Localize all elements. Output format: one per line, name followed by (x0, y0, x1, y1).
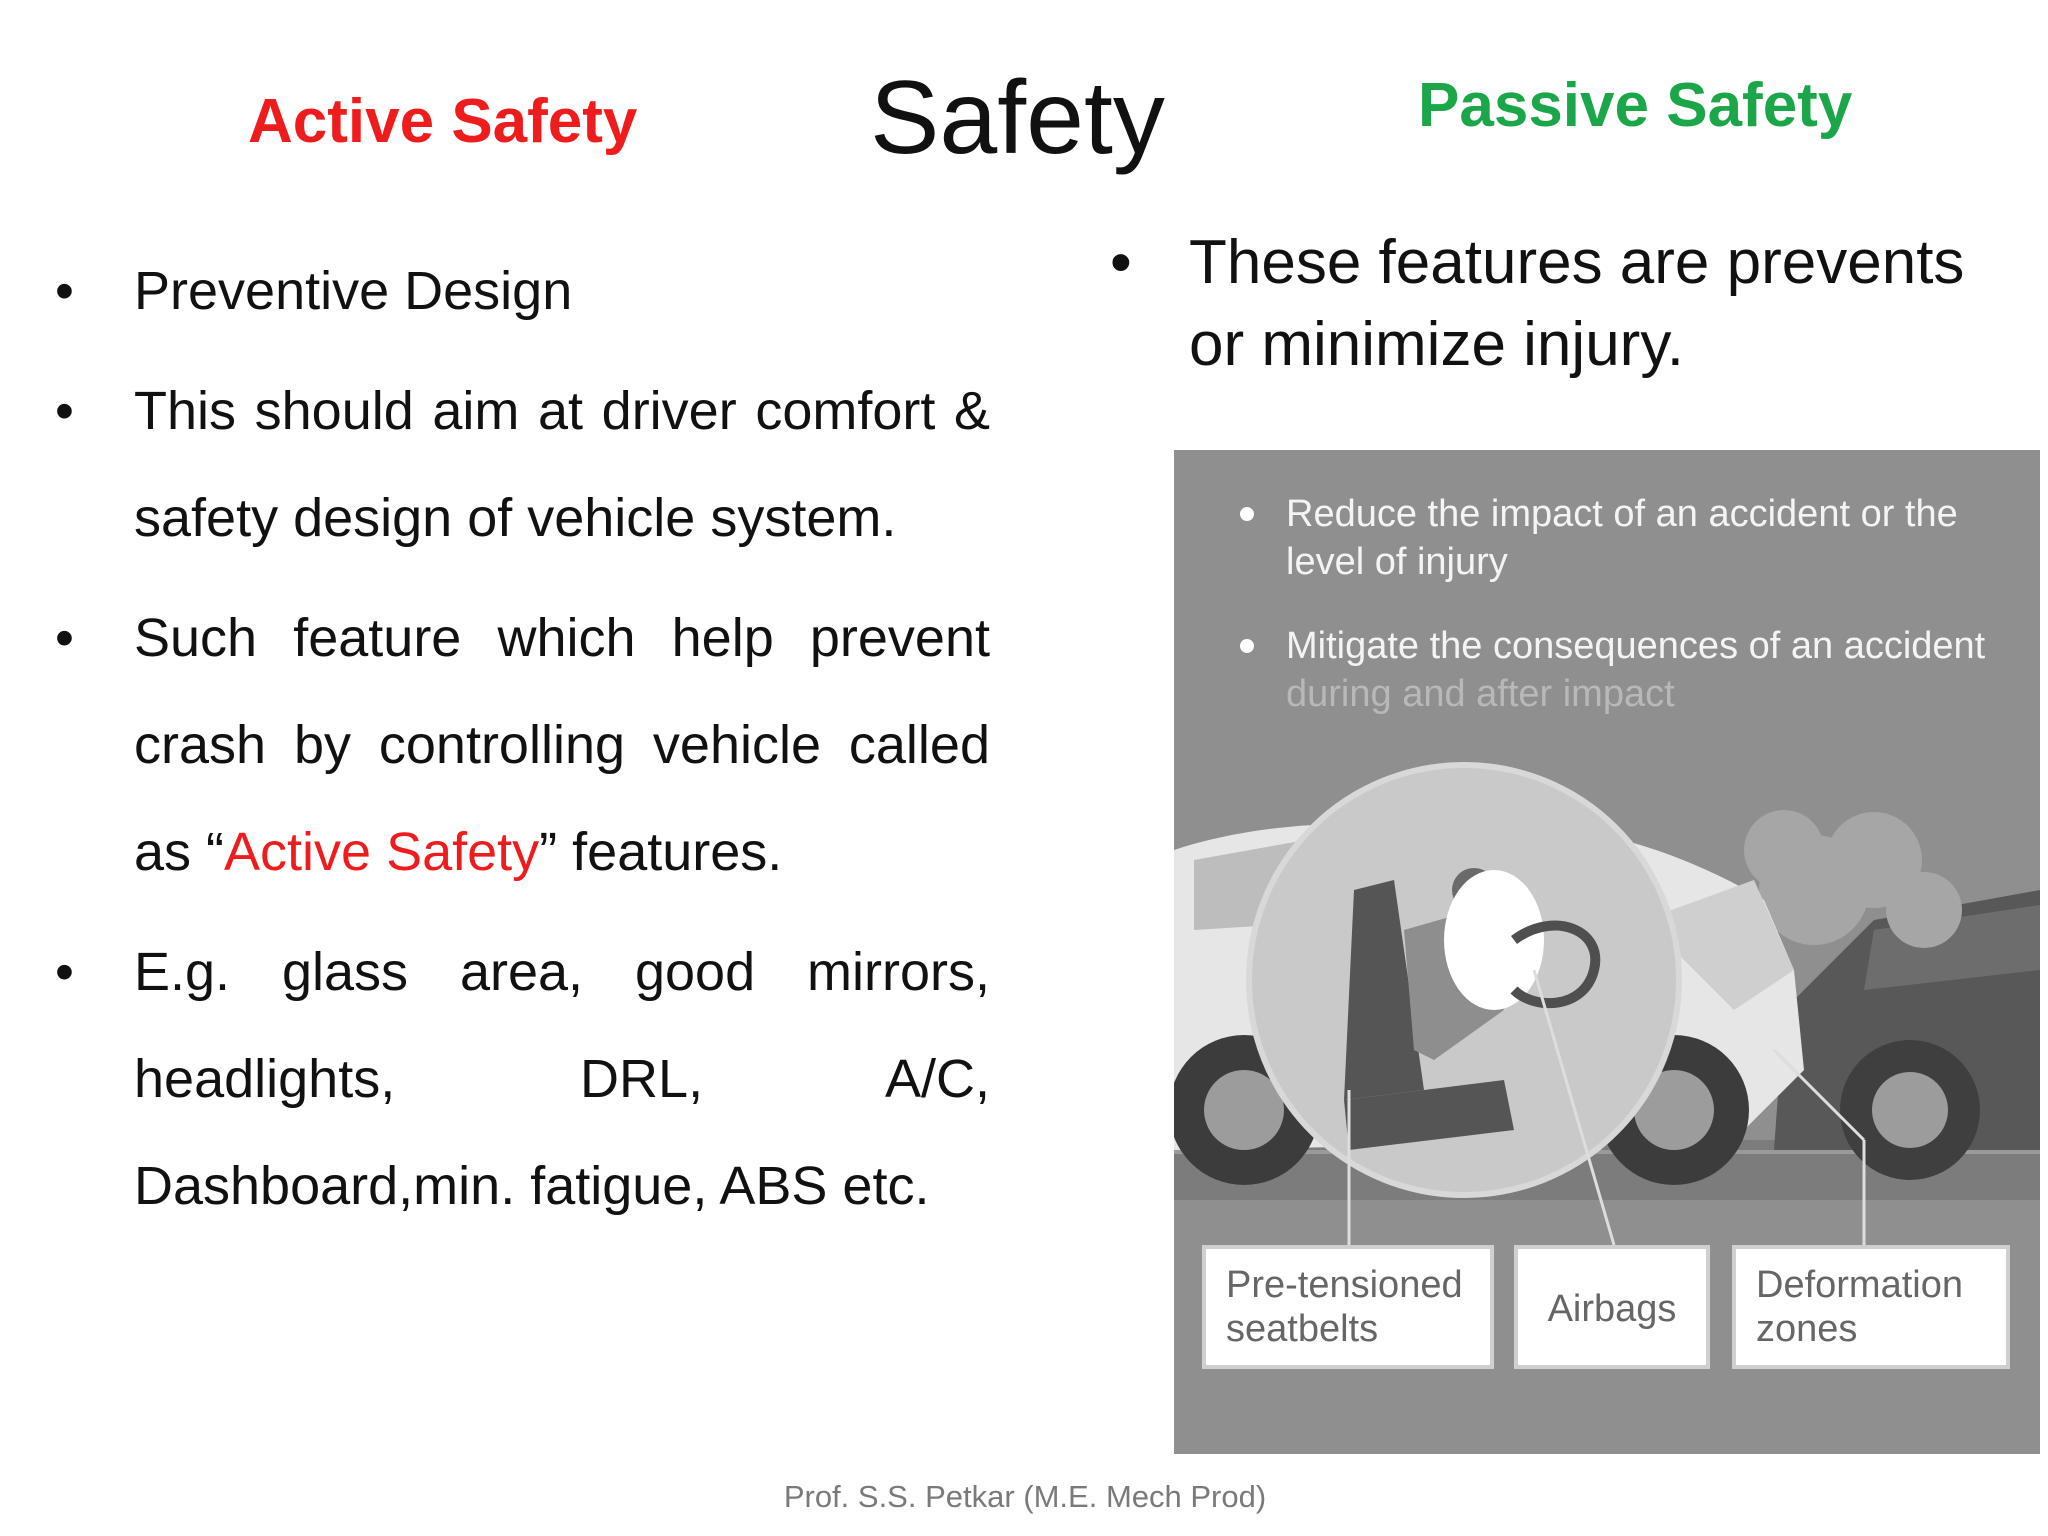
list-item (40, 585, 990, 906)
seatbelts-label: Pre-tensioned seatbelts (1202, 1245, 1494, 1369)
footer-credit: Prof. S.S. Petkar (M.E. Mech Prod) (783, 1479, 1267, 1514)
list-item (40, 358, 990, 572)
active-safety-list (40, 238, 990, 1253)
bullet-icon: • (55, 261, 74, 321)
bullet-text: E.g. glass area, good mirrors, headlights, DRL, A/C, Dashboard,min. fatigue, ABS etc. (134, 942, 990, 1216)
bullet-text: Preventive Design (134, 261, 573, 321)
list-item (40, 919, 990, 1240)
slide-title: Safety (870, 60, 1165, 176)
bullet-icon: • (55, 608, 74, 668)
active-safety-highlight: Active Safety (224, 822, 540, 882)
point-text: Mitigate the consequences of an accident (1286, 625, 1986, 667)
passive-safety-list (1095, 222, 1995, 386)
bullet-text-pre: Such feature which help prevent crash by controlling vehicle called as “ (134, 608, 990, 882)
bullet-icon: • (55, 381, 74, 441)
bullet-icon: • (1110, 228, 1132, 297)
passive-safety-heading: Passive Safety (1418, 71, 1853, 140)
point-text: Reduce the impact of an accident or the level of injury (1286, 493, 1958, 583)
list-item (1234, 490, 1994, 586)
list-item (1095, 222, 1995, 386)
passive-safety-illustration (1174, 450, 2040, 1454)
bullet-icon: • (55, 942, 74, 1002)
bullet-text: This should aim at driver comfort & safety design of vehicle system. (134, 381, 990, 548)
active-safety-heading: Active Safety (248, 87, 638, 156)
illustration-points (1234, 490, 1994, 754)
bullet-dot-icon (1240, 507, 1254, 521)
bullet-text: These features are prevents or minimize injury. (1189, 228, 1965, 379)
list-item (40, 238, 990, 345)
list-item (1234, 622, 1994, 718)
bullet-text-post: ” features. (539, 822, 783, 882)
airbags-label: Airbags (1514, 1245, 1710, 1369)
bullet-dot-icon (1240, 639, 1254, 653)
point-text-faded: during and after impact (1286, 673, 1675, 715)
deformation-zones-label: Deformation zones (1732, 1245, 2010, 1369)
